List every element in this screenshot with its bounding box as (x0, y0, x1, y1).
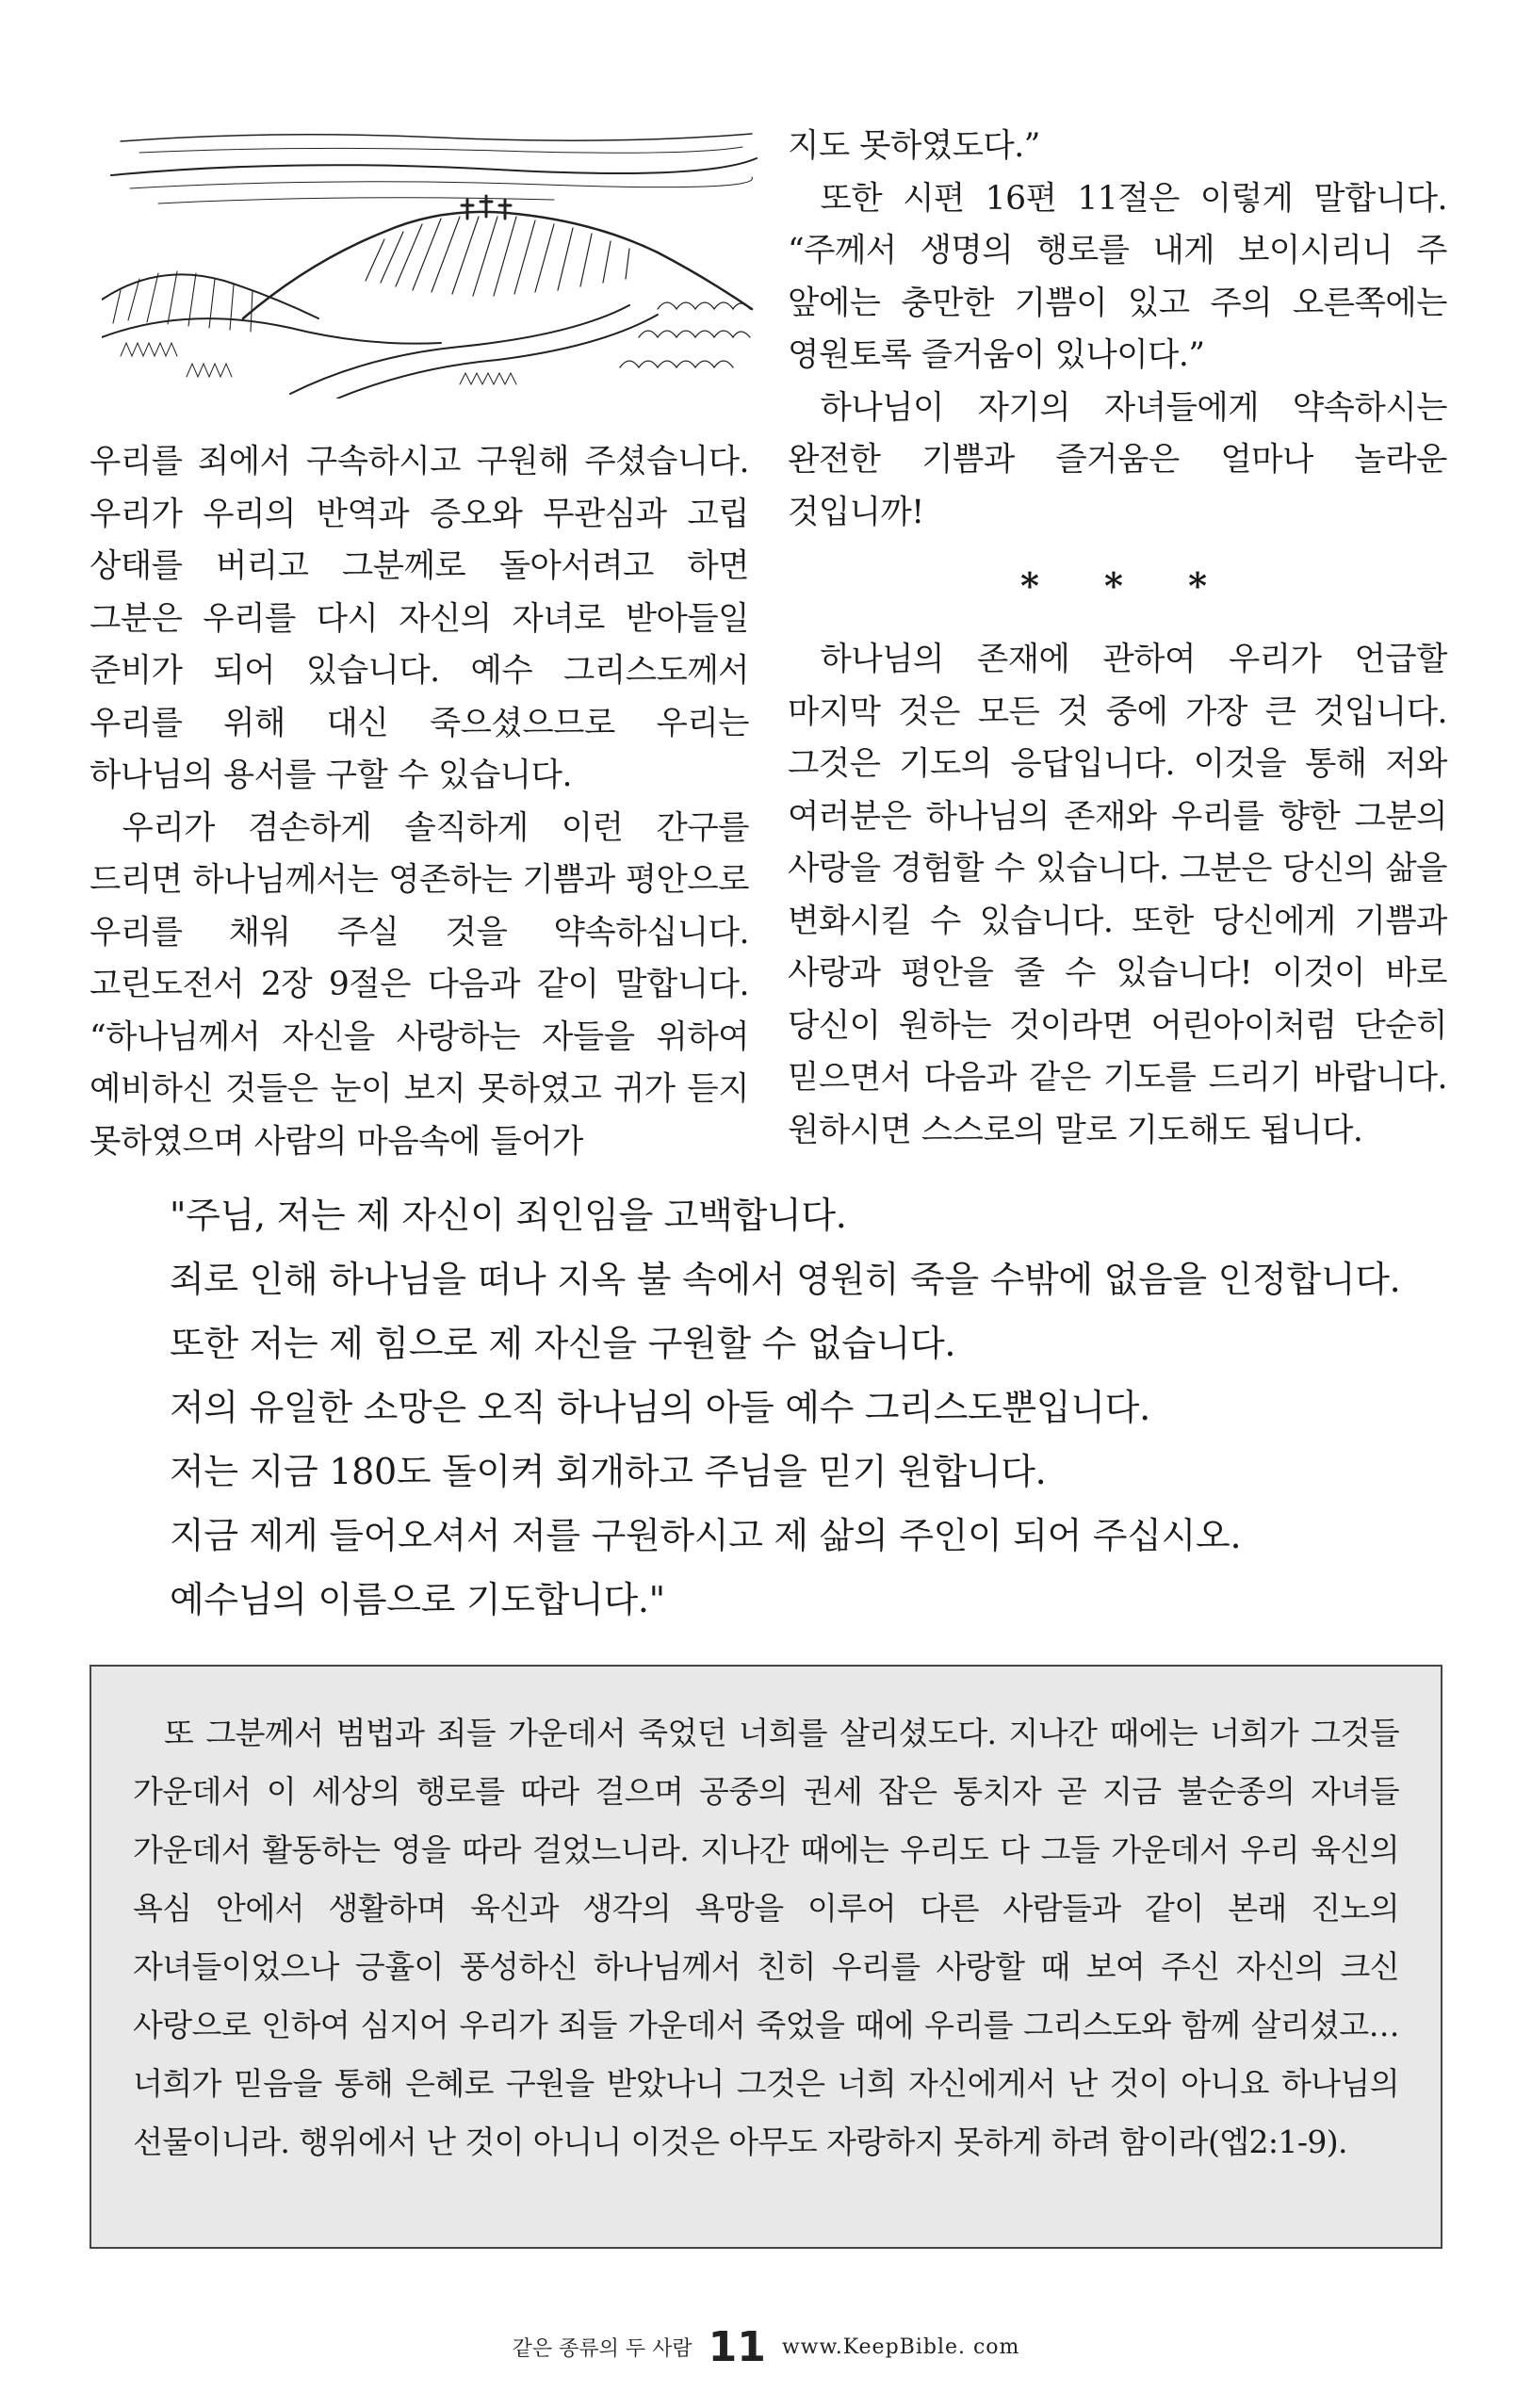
left-text-column (90, 436, 749, 1168)
prayer-line: 지금 제게 들어오셔서 저를 구원하시고 제 삶의 주인이 되어 주십시오. (170, 1515, 1242, 1556)
left-paragraph-1: 우리를 죄에서 구속하시고 구원해 주셨습니다. 우리가 우리의 반역과 증오와 무관심과 고립 상태를 버리고 그분께로 돌아서려고 하면 그분은 우리를 다시 자신의 자녀로 받아들일 준비가 되어 있습니다. 예수 그리스도께서 우리를 위해 대신 죽으셨으므로 우리는 하나님의 용서를 구할 수 있습니다. (90, 443, 749, 794)
right-paragraph-1: 지도 못하였도다.” (788, 127, 1040, 165)
footer-website-url: www.KeepBible. com (781, 2335, 1020, 2359)
sinners-prayer (170, 1183, 1432, 1632)
prayer-line: 또한 저는 제 힘으로 제 자신을 구원할 수 없습니다. (170, 1323, 956, 1364)
page-footer (0, 2323, 1532, 2371)
scripture-quote-text: 또 그분께서 범법과 죄들 가운데서 죽었던 너희를 살리셨도다. 지나간 때에는 너희가 그것들 가운데서 이 세상의 행로를 따라 걸으며 공중의 권세 잡은 통치자 곧 지금 불순종의 자녀들 가운데서 활동하는 영을 따라 걸었느니라. 지나간 때에는 우리도 다 그들 가운데서 우리 육신의 욕심 안에서 생활하며 육신과 생각의 욕망을 이루어 다른 사람들과 같이 본래 진노의 자녀들이었으나 긍휼이 풍성하신 하나님께서 친히 우리를 사랑할 때 보여 주신 자신의 크신 사랑으로 인하여 심지어 우리가 죄들 가운데서 죽었을 때에 우리를 그리스도와 함께 살리셨고… 너희가 믿음을 통해 은혜로 구원을 받았나니 그것은 너희 자신에게서 난 것이 아니요 하나님의 선물이니라. 행위에서 난 것이 아니니 이것은 아무도 자랑하지 못하게 하려 함이라(엡2:1-9). (133, 1715, 1399, 2160)
footer-book-title: 같은 종류의 두 사람 (512, 2337, 693, 2361)
prayer-line: 죄로 인해 하나님을 떠나 지옥 불 속에서 영원히 죽을 수밖에 없음을 인정합니다. (170, 1259, 1401, 1300)
prayer-line: "주님, 저는 제 자신이 죄인임을 고백합니다. (170, 1195, 847, 1236)
prayer-line: 저는 지금 180도 돌이켜 회개하고 주님을 믿기 원합니다. (170, 1451, 1047, 1492)
prayer-line: 저의 유일한 소망은 오직 하나님의 아들 예수 그리스도뿐입니다. (170, 1387, 1150, 1428)
prayer-line: 예수님의 이름으로 기도합니다." (170, 1579, 665, 1620)
hill-with-three-crosses-illustration (102, 121, 759, 399)
right-paragraph-4: 하나님의 존재에 관하여 우리가 언급할 마지막 것은 모든 것 중에 가장 큰 것입니다. 그것은 기도의 응답입니다. 이것을 통해 저와 여러분은 하나님의 존재와 우리를 향한 그분의 사랑을 경험할 수 있습니다. 그분은 당신의 삶을 변화시킬 수 있습니다. 또한 당신에게 기쁨과 사랑과 평안을 줄 수 있습니다! 이것이 바로 당신이 원하는 것이라면 어린아이처럼 단순히 믿으면서 다음과 같은 기도를 드리기 바랍니다. 원하시면 스스로의 말로 기도해도 됩니다. (788, 641, 1447, 1149)
section-divider: * * * (1019, 564, 1234, 607)
scripture-quote-box (90, 1665, 1442, 2249)
page-number: 11 (708, 2323, 766, 2371)
right-paragraph-2: 또한 시편 16편 11절은 이렇게 말합니다. “주께서 생명의 행로를 내게 보이시리니 주 앞에는 충만한 기쁨이 있고 주의 오른쪽에는 영원토록 즐거움이 있나이다.” (788, 179, 1447, 374)
left-paragraph-2: 우리가 겸손하게 솔직하게 이런 간구를 드리면 하나님께서는 영존하는 기쁨과 평안으로 우리를 채워 주실 것을 약속하십니다. 고린도전서 2장 9절은 다음과 같이 말합니다. “하나님께서 자신을 사랑하는 자들을 위하여 예비하신 것들은 눈이 보지 못하였고 귀가 듣지 못하였으며 사람의 마음속에 들어가 (90, 808, 749, 1161)
right-paragraph-3: 하나님이 자기의 자녀들에게 약속하시는 완전한 기쁨과 즐거움은 얼마나 놀라운 것입니까! (788, 388, 1447, 531)
right-text-column (788, 121, 1447, 1157)
